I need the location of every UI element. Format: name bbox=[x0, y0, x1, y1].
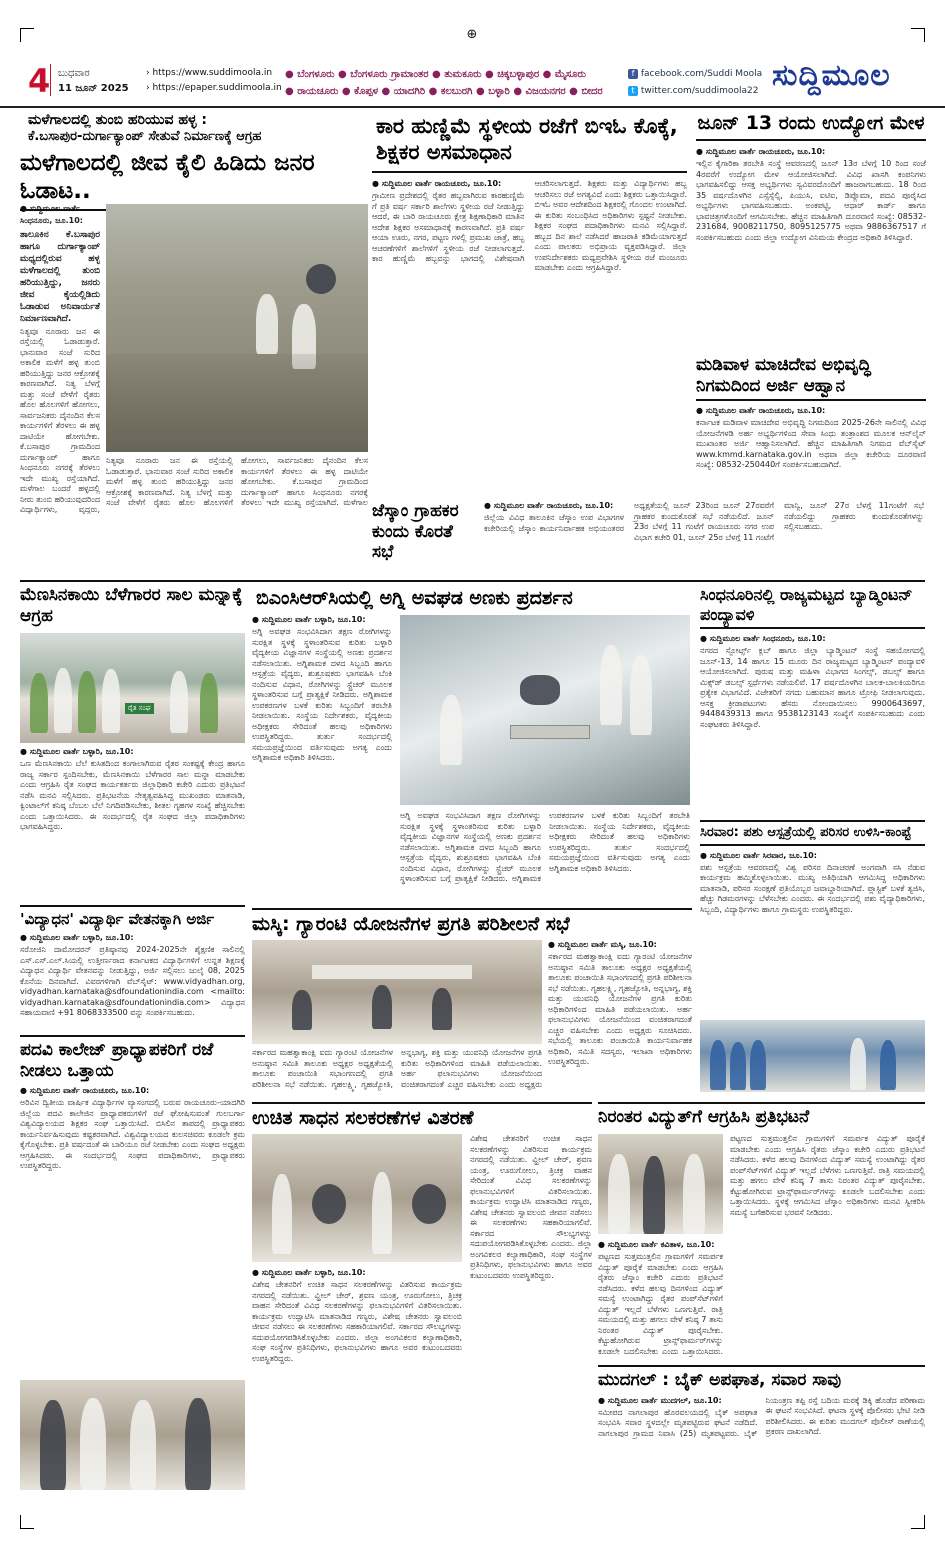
article-job-fair bbox=[696, 112, 926, 350]
article-text: ಪಟ್ಟಣದ ಸುತ್ತಮುತ್ತಲಿನ ಗ್ರಾಮಗಳಿಗೆ ಸಮರ್ಪಕ ವಿದ್ಯುತ್ ಪೂರೈಕೆ ಮಾಡಬೇಕು ಎಂದು ಆಗ್ರಹಿಸಿ ರೈತರು ಜೆಸ್ಕಾಂ ಕಚೇರಿ ಎದುರು ಪ್ರತಿಭಟನೆ ನಡೆಸಿದರು. ಕಳೆದ ಹಲವು ದಿನಗಳಿಂದ ವಿದ್ಯುತ್ ಸಮಸ್ಯೆ ಉಂಟಾಗಿದ್ದು ರೈತರ ಪಂಪ್‌ಸೆಟ್‌ಗಳಿಗೆ ವಿದ್ಯುತ್ ಇಲ್ಲದೆ ಬೆಳೆಗಳು ಒಣಗುತ್ತಿವೆ. ರಾತ್ರಿ ಸಮಯದಲ್ಲಿ ಮತ್ತು ಹಗಲು ವೇಳೆ ಕನಿಷ್ಠ 7 ತಾಸು ನಿರಂತರ ವಿದ್ಯುತ್ ಪೂರೈಸಬೇಕು. ಕೆಟ್ಟುಹೋಗಿರುವ ಟ್ರಾನ್ಸ್‌ಫಾರ್ಮರ್‌ಗಳನ್ನು ಕೂಡಲೇ ಬದಲಿಸಬೇಕು ಎಂದು ಒತ್ತಾಯಿಸಿದರು. bbox=[598, 1252, 723, 1356]
twitter-icon: t bbox=[628, 86, 638, 96]
byline: ● ಸುದ್ದಿಮೂಲ ವಾರ್ತೆ ಬಳ್ಳಾರಿ, ಜೂ.10: bbox=[252, 1268, 366, 1277]
article-text: ಇಲ್ಲಿನ ಕೈಗಾರಿಕಾ ತರಬೇತಿ ಸಂಸ್ಥೆ ಆವರಣದಲ್ಲಿ ಜೂನ್ 13ರ ಬೆಳಗ್ಗೆ 10 ರಿಂದ ಸಂಜೆ 4ರವರೆಗೆ ಉದ್ಯೋಗ ಮೇಳ ಆಯೋಜಿಸಲಾಗಿದೆ. ವಿವಿಧ ಖಾಸಗಿ ಕಂಪನಿಗಳು ಭಾಗವಹಿಸಲಿದ್ದು ಆಸಕ್ತ ಅಭ್ಯರ್ಥಿಗಳು ಸ್ವವಿವರದೊಂದಿಗೆ ಹಾಜರಾಗಬಹುದು. 18 ರಿಂದ 35 ವರ್ಷದೊಳಗಿನ ಎಸ್ಸೆಸ್ಸೆಲ್ಸಿ, ಪಿಯುಸಿ, ಐಟಿಐ, ಡಿಪ್ಲೊಮಾ, ಪದವಿ ಪೂರೈಸಿದ ಅಭ್ಯರ್ಥಿಗಳು ಭಾಗವಹಿಸಬಹುದು. ಅಂಕಪಟ್ಟಿ, ಆಧಾರ್ ಕಾರ್ಡ್ ಹಾಗೂ ಭಾವಚಿತ್ರಗಳೊಂದಿಗೆ ಆಗಮಿಸಬೇಕು. ಹೆಚ್ಚಿನ ಮಾಹಿತಿಗಾಗಿ ದೂರವಾಣಿ ಸಂಖ್ಯೆ: 08532-231684, 9008211750, 8095125775 ಅಥವಾ 9886367517 ಗೆ ಸಂಪರ್ಕಿಸಬಹುದು ಎಂದು ಜಿಲ್ಲಾ ಉದ್ಯೋಗ ವಿನಿಮಯ ಕೇಂದ್ರದ ಅಧಿಕಾರಿ ತಿಳಿಸಿದ್ದಾರೆ. bbox=[696, 159, 926, 242]
article-body bbox=[598, 1240, 723, 1358]
dateline: ಸಿಂಧನೂರು, ಜೂ.10: bbox=[20, 216, 83, 225]
article-holiday bbox=[372, 112, 687, 492]
article-equipment bbox=[252, 1102, 592, 1505]
date-text: 11 ಜೂನ್ 2025 bbox=[58, 83, 129, 94]
article-degree-college bbox=[20, 1035, 245, 1505]
byline: ● ಸುದ್ದಿಮೂಲ ವಾರ್ತೆ ಮುದಗಲ್, ಜೂ.10: bbox=[598, 1395, 722, 1405]
byline: ● ಸುದ್ದಿಮೂಲ ವಾರ್ತೆ ಕವಿತಾಳ, ಜೂ.10: bbox=[598, 1240, 715, 1249]
edition-cities bbox=[285, 66, 615, 100]
byline: ● ಸುದ್ದಿಮೂಲ ವಾರ್ತೆ ರಾಯಚೂರು, ಜೂ.10: bbox=[696, 147, 826, 157]
article-body bbox=[700, 851, 925, 1001]
article-maski bbox=[252, 908, 692, 1098]
article-text: ಜಿಲ್ಲೆಯ ವಿವಿಧ ತಾಲೂಕಿನ ಜೆಸ್ಕಾಂ ಉಪ ವಿಭಾಗಗಳ ಕಚೇರಿಯಲ್ಲಿ ಜೆಸ್ಕಾಂ ಕಾರ್ಯನಿರ್ವಾಹಕ ಅಭಿಯಂತರರ ಅಧ್ಯಕ್ಷತೆಯಲ್ಲಿ ಜೂನ್ 23ರಿಂದ ಜೂನ್ 27ರವರೆಗೆ ಗ್ರಾಹಕರ ಕುಂದುಕೊರತೆ ಸಭೆ ನಡೆಯಲಿದೆ. ಜೂನ್ 23ರ ಬೆಳಗ್ಗೆ 11 ಗಂಟೆಗೆ ರಾಯಚೂರು ನಗರ ಉಪ ವಿಭಾಗ ಕಚೇರಿ 01, ಜೂನ್ 25ರ ಬೆಳಗ್ಗೆ 11 ಗಂಟೆಗೆ ಮಾನ್ವಿ, ಜೂನ್ 27ರ ಬೆಳಗ್ಗೆ 11ಗಂಟೆಗೆ ಸಭೆ ನಡೆಯಲಿದ್ದು ಗ್ರಾಹಕರು ಕುಂದುಕೊರತೆಗಳನ್ನು ಸಲ್ಲಿಸಬಹುದು. bbox=[484, 501, 924, 542]
article-text: ಸಮೀಪದ ನಾಗಲಾಪುರ ಹೊರವಲಯದಲ್ಲಿ ಬೈಕ್ ಅಪಘಾತ ಸಂಭವಿಸಿ ಸವಾರ ಸ್ಥಳದಲ್ಲೇ ಮೃತಪಟ್ಟಿರುವ ಘಟನೆ ನಡೆದಿದೆ. ನಾಗಲಾಪುರ ಗ್ರಾಮದ ನಿವಾಸಿ (25) ಮೃತಪಟ್ಟವರು. ಬೈಕ್ ನಿಯಂತ್ರಣ ತಪ್ಪಿ ರಸ್ತೆ ಬದಿಯ ಮರಕ್ಕೆ ಡಿಕ್ಕಿ ಹೊಡೆದ ಪರಿಣಾಮ ಈ ಘಟನೆ ಸಂಭವಿಸಿದೆ. ಘಟನಾ ಸ್ಥಳಕ್ಕೆ ಪೊಲೀಸರು ಭೇಟಿ ನೀಡಿ ಪರಿಶೀಲಿಸಿದರು. ಈ ಕುರಿತು ಮುದಗಲ್ ಪೊಲೀಸ್ ಠಾಣೆಯಲ್ಲಿ ಪ್ರಕರಣ ದಾಖಲಾಗಿದೆ. bbox=[598, 1395, 925, 1438]
article-headline: ಬಿಎಂಸಿಆರ್‌ಸಿಯಲ್ಲಿ ಅಗ್ನಿ ಅವಘಡ ಅಣಕು ಪ್ರದರ್ಶನ bbox=[256, 587, 573, 609]
social-links bbox=[628, 66, 762, 100]
article-headline: ಮಸ್ಕಿ: ಗ್ಯಾರಂಟಿ ಯೋಜನೆಗಳ ಪ್ರಗತಿ ಪರಿಶೀಲನೆ ಸಭೆ bbox=[252, 908, 692, 936]
article-chilli bbox=[20, 585, 245, 900]
article-headline: ಪದವಿ ಕಾಲೇಜ್ ಪ್ರಾಧ್ಯಾಪಕರಿಗೆ ರಜೆ ನೀಡಲು ಒತ್ತಾಯ bbox=[20, 1035, 245, 1081]
website-links bbox=[146, 66, 282, 96]
article-text: ಗ್ರಾಮೀಣ ಪ್ರದೇಶದಲ್ಲಿ ರೈತರ ಹಬ್ಬವಾಗಿರುವ ಕಾರಹುಣ್ಣಿಮೆ ಗೆ ಪ್ರತಿ ವರ್ಷ ಸರ್ಕಾರಿ ಶಾಲೆಗಳು ಸ್ಥಳೀಯ ರಜೆ ನೀಡುತ್ತಿದ್ದು ಆದರೆ, ಈ ಬಾರಿ ರಾಯಚೂರು ಕ್ಷೇತ್ರ ಶಿಕ್ಷಣಾಧಿಕಾರಿ ಮಾತಿನ ಆದೇಶ ಶಿಕ್ಷಕರ ಅಸಮಾಧಾನಕ್ಕೆ ಕಾರಣವಾಗಿದೆ. ಪ್ರತಿ ವರ್ಷ ಆಯಾ ಊರು, ನಗರ, ಪಟ್ಟಣ ಗಳಲ್ಲಿ ಪ್ರಮುಖ ಜಾತ್ರೆ, ಹಬ್ಬ ಆಚರಣೆಗಳಿಗೆ ಶಾಲೆಗಳಿಗೆ ಸ್ಥಳೀಯ ರಜೆ ನೀಡಲಾಗುತ್ತದೆ. ಕಾರ ಹುಣ್ಣಿಮೆ ಹಬ್ಬವನ್ನು ಭಾಗದಲ್ಲಿ ವಿಶೇಷವಾಗಿ ಆಚರಿಸಲಾಗುತ್ತದೆ. ಶಿಕ್ಷಕರು ಮತ್ತು ವಿದ್ಯಾರ್ಥಿಗಳು ಹಬ್ಬ ಆಚರಿಸಲು ರಜೆ ಅಗತ್ಯವಿದೆ ಎಂದು ಶಿಕ್ಷಕರು ಒತ್ತಾಯಿಸಿದ್ದಾರೆ. ಬಿಇಓ ಅವರ ಆದೇಶದಿಂದ ಶಿಕ್ಷಕರಲ್ಲಿ ಗೊಂದಲ ಉಂಟಾಗಿದೆ. ಈ ಕುರಿತು ಸಂಬಂಧಿಸಿದ ಅಧಿಕಾರಿಗಳು ಸ್ಪಷ್ಟನೆ ನೀಡಬೇಕು. ಶಿಕ್ಷಕರ ಸಂಘದ ಪದಾಧಿಕಾರಿಗಳು ಮನವಿ ಸಲ್ಲಿಸಿದ್ದಾರೆ. ಹಬ್ಬದ ದಿನ ಶಾಲೆ ನಡೆಸಿದರೆ ಹಾಜರಾತಿ ಕಡಿಮೆಯಾಗುತ್ತದೆ ಎಂದು ಪಾಲಕರು ಅಭಿಪ್ರಾಯ ವ್ಯಕ್ತಪಡಿಸಿದ್ದಾರೆ. ಜಿಲ್ಲಾ ಉಪನಿರ್ದೇಶಕರು ಮಧ್ಯಪ್ರವೇಶಿಸಿ ಸ್ಥಳೀಯ ರಜೆ ಮಂಜೂರು ಮಾಡಬೇಕು ಎಂದು ಆಗ್ರಹಿಸಿದ್ದಾರೆ. bbox=[372, 179, 687, 273]
byline: ● ಸುದ್ದಿಮೂಲ ವಾರ್ತೆ ರಾಯಚೂರು, ಜೂ.10: bbox=[484, 501, 614, 510]
article-body bbox=[20, 204, 100, 514]
article-text: ಸರೋಜಿನಿ ದಾಮೋದರನ್ ಪ್ರತಿಷ್ಠಾನವು 2024-2025ನೇ ಶೈಕ್ಷಣಿಕ ಸಾಲಿನಲ್ಲಿ ಎಸ್.ಎಸ್.ಎಲ್.ಸಿಯಲ್ಲಿ ಉತ್ತೀರ್ಣರಾದ ಕರ್ನಾಟಕದ ವಿದ್ಯಾರ್ಥಿಗಳಿಗೆ ಉನ್ನತ ಶಿಕ್ಷಣಕ್ಕೆ ವಿದ್ಯಾಧನ ವಿದ್ಯಾರ್ಥಿ ವೇತನವನ್ನು ನೀಡುತ್ತಿದ್ದು, ಅರ್ಜಿ ಸಲ್ಲಿಸಲು ಜುಲೈ 08, 2025 ಕೊನೆಯ ದಿನವಾಗಿದೆ. ವಿವರಗಳಿಗಾಗಿ ವೆಬ್‌ಸೈಟ್: www.vidyadhan.org, vidyadhan.karnataka@sdfoundationindia.com <mailto: vidyadhan.karnataka@sdfoundationindia.com> ವಿದ್ಯಾಧನ ಸಹಾಯವಾಣಿ +91 8068333500 ವನ್ನು ಸಂಪರ್ಕಿಸಬಹುದು. bbox=[20, 945, 245, 1018]
article-headline: ಸಿರವಾರ: ಪಶು ಆಸ್ಪತ್ರೆಯಲ್ಲಿ ಪರಿಸರ ಉಳಿಸಿ-ಕಾಂಪ್ಟೆ bbox=[700, 820, 925, 846]
article-body bbox=[20, 747, 245, 897]
issue-date bbox=[58, 66, 129, 96]
article-headline: ನಿರಂತರ ವಿದ್ಯುತ್‌ಗೆ ಆಗ್ರಹಿಸಿ ಪ್ರತಿಭಟನೆ bbox=[598, 1102, 925, 1128]
distribution-photo bbox=[252, 1134, 462, 1262]
meeting-photo bbox=[252, 940, 542, 1044]
article-text: ನಿತ್ಯವೂ ನೂರಾರು ಜನ ಈ ರಸ್ತೆಯಲ್ಲಿ ಓಡಾಡುತ್ತಾರೆ. ಭಾನುವಾರ ಸಂಜೆ ಸುರಿದ ಅಕಾಲಿಕ ಮಳೆಗೆ ಹಳ್ಳ ತುಂಬಿ ಹರಿಯುತ್ತಿದ್ದು ಜನರ ಆಕ್ರೋಶಕ್ಕೆ ಕಾರಣವಾಗಿದೆ. ನಿತ್ಯ ಬೆಳಗ್ಗೆ ಮತ್ತು ಸಂಜೆ ವೇಳೆಗೆ ರೈತರು ಹೊಲ ಹೊಲಗಳಿಗೆ ಹೋಗಲು, ಸಾರ್ವಜನಿಕರು ದೈನಂದಿನ ಕೆಲಸ ಕಾರ್ಯಗಳಿಗೆ ತೆರಳಲು ಈ ಹಳ್ಳ ದಾಟಿಯೇ ಹೋಗಬೇಕು. ಕೆ.ಬಸಾಪುರ ಗ್ರಾಮದಿಂದ ದುರ್ಗಾಕ್ಯಾಂಪ್ ಹಾಗೂ ಸಿಂಧನೂರು ನಗರಕ್ಕೆ ತೆರಳಲು ಇದೇ ಮುಖ್ಯ ರಸ್ತೆಯಾಗಿದೆ. ಮಳೆಗಾಲ ಬಂದರೆ ಹಳ್ಳದಲ್ಲಿ ನೀರು ತುಂಬಿ ಹರಿಯುವುದರಿಂದ ವಿದ್ಯಾರ್ಥಿಗಳು, ವೃದ್ಧರು, bbox=[20, 326, 100, 514]
article-headline: ಉಚಿತ ಸಾಧನ ಸಲಕರಣೆಗಳ ವಿತರಣೆ bbox=[252, 1102, 592, 1130]
fire-drill-photo bbox=[400, 615, 690, 805]
article-kicker: ಮಳೆಗಾಲದಲ್ಲಿ ತುಂಬಿ ಹರಿಯುವ ಹಳ್ಳ : bbox=[28, 112, 207, 128]
weekday: ಬುಧವಾರ bbox=[58, 68, 90, 79]
article-text: ಸರ್ಕಾರದ ಮಹತ್ವಾಕಾಂಕ್ಷಿ ಐದು ಗ್ಯಾರಂಟಿ ಯೋಜನೆಗಳ ಅನುಷ್ಠಾನ ಸಮಿತಿ ತಾಲೂಕು ಅಧ್ಯಕ್ಷರ ಅಧ್ಯಕ್ಷತೆಯಲ್ಲಿ ತಾಲೂಕು ಪಂಚಾಯಿತಿ ಸಭಾಂಗಣದಲ್ಲಿ ಪ್ರಗತಿ ಪರಿಶೀಲನಾ ಸಭೆ ನಡೆಯಿತು. ಗೃಹಲಕ್ಷ್ಮಿ, ಗೃಹಜ್ಯೋತಿ, ಅನ್ನಭಾಗ್ಯ, ಶಕ್ತಿ ಮತ್ತು ಯುವನಿಧಿ ಯೋಜನೆಗಳ ಪ್ರಗತಿ ಕುರಿತು ಅಧಿಕಾರಿಗಳಿಂದ ಮಾಹಿತಿ ಪಡೆಯಲಾಯಿತು. ಅರ್ಹ ಫಲಾನುಭವಿಗಳು ಯೋಜನೆಯಿಂದ ವಂಚಿತರಾಗದಂತೆ ಎಚ್ಚರ ವಹಿಸಬೇಕು ಎಂದು ಅಧ್ಯಕ್ಷರು ಸೂಚಿಸಿದರು. ಸಭೆಯಲ್ಲಿ ತಾಲೂಕು ಪಂಚಾಯಿತಿ ಕಾರ್ಯನಿರ್ವಾಹಕ ಅಧಿಕಾರಿ, ಸಮಿತಿ ಸದಸ್ಯರು, ಇಲಾಖಾ ಅಧಿಕಾರಿಗಳು ಉಪಸ್ಥಿತರಿದ್ದರು. bbox=[548, 952, 692, 1066]
article-siravara bbox=[700, 820, 925, 1095]
cities-line: ● ರಾಯಚೂರು ● ಕೊಪ್ಪಳ ● ಯಾದಗಿರಿ ● ಕಲಬುರಗಿ ● ಬಳ್ಳಾರಿ ● ವಿಜಯನಗರ ● ಬೀದರ bbox=[285, 86, 603, 97]
flood-photo bbox=[106, 204, 368, 452]
article-body-cont: ನಿತ್ಯವೂ ನೂರಾರು ಜನ ಈ ರಸ್ತೆಯಲ್ಲಿ ಓಡಾಡುತ್ತಾರೆ. ಭಾನುವಾರ ಸಂಜೆ ಸುರಿದ ಅಕಾಲಿಕ ಮಳೆಗೆ ಹಳ್ಳ ತುಂಬಿ ಹರಿಯುತ್ತಿದ್ದು ಜನರ ಆಕ್ರೋಶಕ್ಕೆ ಕಾರಣವಾಗಿದೆ. ನಿತ್ಯ ಬೆಳಗ್ಗೆ ಮತ್ತು ಸಂಜೆ ವೇಳೆಗೆ ರೈತರು ಹೊಲ ಹೊಲಗಳಿಗೆ ಹೋಗಲು, ಸಾರ್ವಜನಿಕರು ದೈನಂದಿನ ಕೆಲಸ ಕಾರ್ಯಗಳಿಗೆ ತೆರಳಲು ಈ ಹಳ್ಳ ದಾಟಿಯೇ ಹೋಗಬೇಕು. ಕೆ.ಬಸಾಪುರ ಗ್ರಾಮದಿಂದ ದುರ್ಗಾಕ್ಯಾಂಪ್ ಹಾಗೂ ಸಿಂಧನೂರು ನಗರಕ್ಕೆ ತೆರಳಲು ಇದೇ ಮುಖ್ಯ ರಸ್ತೆಯಾಗಿದೆ. ಮಳೆಗಾಲ bbox=[106, 456, 368, 507]
protest-photo bbox=[20, 633, 245, 743]
page-number-divider bbox=[50, 64, 51, 96]
crop-mark bbox=[911, 1515, 925, 1529]
article-body bbox=[548, 940, 692, 1095]
memorandum-photo bbox=[20, 1380, 245, 1490]
article-text: ಕರ್ನಾಟಕ ಮಡಿವಾಳ ಮಾಚಿದೇವ ಅಭಿವೃದ್ಧಿ ನಿಗಮದಿಂದ 2025-26ನೇ ಸಾಲಿನಲ್ಲಿ ವಿವಿಧ ಯೋಜನೆಗಳಡಿ ಅರ್ಹ ಅಭ್ಯರ್ಥಿಗಳಿಂದ ಸೇವಾ ಸಿಂಧು ತಂತ್ರಾಂಶದ ಮೂಲಕ ಆನ್‌ಲೈನ್ ಮುಖಾಂತರ ಅರ್ಜಿ ಆಹ್ವಾನಿಸಲಾಗಿದೆ. ಹೆಚ್ಚಿನ ಮಾಹಿತಿಗಾಗಿ ನಿಗಮದ ವೆಬ್‌ಸೈಟ್ www.kmmd.karnataka.gov.in ಅಥವಾ ಜಿಲ್ಲಾ ಕಚೇರಿಯ ದೂರವಾಣಿ ಸಂಖ್ಯೆ: 08532-250440ಗೆ ಸಂಪರ್ಕಿಸಬಹುದಾಗಿದೆ. bbox=[696, 418, 926, 470]
byline: ● ಸುದ್ದಿಮೂಲ ವಾರ್ತೆ ರಾಯಚೂರು, ಜೂ.10: bbox=[372, 179, 502, 189]
article-badminton bbox=[700, 585, 925, 815]
article-body-cont: ಪಟ್ಟಣದ ಸುತ್ತಮುತ್ತಲಿನ ಗ್ರಾಮಗಳಿಗೆ ಸಮರ್ಪಕ ವಿದ್ಯುತ್ ಪೂರೈಕೆ ಮಾಡಬೇಕು ಎಂದು ಆಗ್ರಹಿಸಿ ರೈತರು ಜೆಸ್ಕಾಂ ಕಚೇರಿ ಎದುರು ಪ್ರತಿಭಟನೆ ನಡೆಸಿದರು. ಕಳೆದ ಹಲವು ದಿನಗಳಿಂದ ವಿದ್ಯುತ್ ಸಮಸ್ಯೆ ಉಂಟಾಗಿದ್ದು ರೈತರ ಪಂಪ್‌ಸೆಟ್‌ಗಳಿಗೆ ವಿದ್ಯುತ್ ಇಲ್ಲದೆ ಬೆಳೆಗಳು ಒಣಗುತ್ತಿವೆ. ರಾತ್ರಿ ಸಮಯದಲ್ಲಿ ಮತ್ತು ಹಗಲು ವೇಳೆ ಕನಿಷ್ಠ 7 ತಾಸು ನಿರಂತರ ವಿದ್ಯುತ್ ಪೂರೈಸಬೇಕು. ಕೆಟ್ಟುಹೋಗಿರುವ ಟ್ರಾನ್ಸ್‌ಫಾರ್ಮರ್‌ಗಳನ್ನು ಕೂಡಲೇ ಬದಲಿಸಬೇಕು ಎಂದು ಒತ್ತಾಯಿಸಿದರು. ಸ್ಥಳಕ್ಕೆ ಆಗಮಿಸಿದ ಜೆಸ್ಕಾಂ ಅಧಿಕಾರಿಗಳು ಮನವಿ ಸ್ವೀಕರಿಸಿ ಸಮಸ್ಯೆ ಬಗೆಹರಿಸುವ ಭರವಸೆ ನೀಡಿದರು. bbox=[730, 1134, 925, 1217]
article-body bbox=[598, 1396, 925, 1496]
byline: ● ಸುದ್ದಿಮೂಲ ವಾರ್ತೆ ರಾಯಚೂರು, ಜೂ.10: bbox=[20, 1086, 150, 1096]
newspaper-logo: ಸುದ್ದಿಮೂಲ bbox=[772, 58, 891, 93]
page-number: 4 bbox=[28, 62, 51, 100]
article-jescom bbox=[372, 497, 926, 577]
article-headline: ಮಡಿವಾಳ ಮಾಚಿದೇವ ಅಭಿವೃದ್ಧಿ ನಿಗಮದಿಂದ ಅರ್ಜಿ ಆಹ್ವಾನ bbox=[696, 355, 871, 396]
article-headline: ಮೆಣಸಿನಕಾಯಿ ಬೆಳೆಗಾರರ ಸಾಲ ಮನ್ನಾಕ್ಕೆ ಆಗ್ರಹ bbox=[20, 585, 243, 626]
article-text: ಒಣ ಮೆಣಸಿನಕಾಯಿ ಬೆಲೆ ಕುಸಿತದಿಂದ ಕಂಗಾಲಾಗಿರುವ ರೈತರ ಸಂಕಷ್ಟಕ್ಕೆ ಕೇಂದ್ರ ಹಾಗೂ ರಾಜ್ಯ ಸರ್ಕಾರ ಸ್ಪಂದಿಸಬೇಕು, ಮೆಣಸಿನಕಾಯಿ ಬೆಳೆಗಾರರ ಸಾಲ ಮನ್ನಾ ಮಾಡಬೇಕು ಎಂದು ಆಗ್ರಹಿಸಿ ರೈತ ಸಂಘದ ಕಾರ್ಯಕರ್ತರು ಜಿಲ್ಲಾಧಿಕಾರಿ ಕಚೇರಿ ಎದುರು ಪ್ರತಿಭಟನೆ ನಡೆಸಿ ಮನವಿ ಸಲ್ಲಿಸಿದರು. ಪ್ರತಿಭಟನೆಯ ನೇತೃತ್ವವಹಿಸಿದ್ದ ಮುಖಂಡರು ಮಾತನಾಡಿ, ಕ್ವಿಂಟಾಲ್‌ಗೆ ಕನಿಷ್ಠ ಬೆಂಬಲ ಬೆಲೆ ನಿಗದಿಪಡಿಸಬೇಕು, ಶೀತಲ ಗೃಹಗಳ ಸಂಖ್ಯೆ ಹೆಚ್ಚಿಸಬೇಕು ಎಂದು ಒತ್ತಾಯಿಸಿದರು. ಈ ಸಂದರ್ಭದಲ್ಲಿ ರೈತ ಸಂಘದ ಜಿಲ್ಲಾ ಪದಾಧಿಕಾರಿಗಳು ಭಾಗವಹಿಸಿದ್ದರು. bbox=[20, 759, 245, 831]
article-body bbox=[484, 501, 924, 573]
article-kicker: ಕೆ.ಬಸಾಪುರ-ದುರ್ಗಾಕ್ಯಾಂಪ್ ಸೇತುವೆ ನಿರ್ಮಾಣಕ್ಕೆ ಆಗ್ರಹ bbox=[28, 129, 262, 145]
article-headline: ಸಿಂಧನೂರಿನಲ್ಲಿ ರಾಜ್ಯಮಟ್ಟದ ಬ್ಯಾಡ್ಮಿಂಟನ್ ಪಂದ್ಯಾವಳಿ bbox=[700, 585, 913, 624]
plantation-photo bbox=[700, 1020, 925, 1092]
byline: ● ಸುದ್ದಿಮೂಲ ವಾರ್ತೆ ಸಿಂಧನೂರು, ಜೂ.10: bbox=[700, 634, 826, 644]
power-protest-photo bbox=[598, 1134, 723, 1234]
article-power-protest bbox=[598, 1102, 925, 1360]
article-vidyadhan bbox=[20, 905, 245, 1030]
article-body-cont: ಅಗ್ನಿ ಅವಘಡ ಸಂಭವಿಸಿದಾಗ ತಕ್ಷಣ ರೋಗಿಗಳನ್ನು ಸುರಕ್ಷಿತ ಸ್ಥಳಕ್ಕೆ ಸ್ಥಳಾಂತರಿಸುವ ಕುರಿತು ಬಳ್ಳಾರಿ ವೈದ್ಯಕೀಯ ವಿಜ್ಞಾನಗಳ ಸಂಸ್ಥೆಯಲ್ಲಿ ಅಣಕು ಪ್ರದರ್ಶನ ನಡೆಸಲಾಯಿತು. ಅಗ್ನಿಶಾಮಕ ದಳದ ಸಿಬ್ಬಂದಿ ಹಾಗೂ ಆಸ್ಪತ್ರೆಯ ವೈದ್ಯರು, ಶುಶ್ರೂಷಕರು ಭಾಗವಹಿಸಿ ಬೆಂಕಿ ನಂದಿಸುವ ವಿಧಾನ, ರೋಗಿಗಳನ್ನು ಸ್ಟ್ರೆಚರ್ ಮೂಲಕ ಸ್ಥಳಾಂತರಿಸುವ ಬಗ್ಗೆ ಪ್ರಾತ್ಯಕ್ಷಿಕೆ ನೀಡಿದರು. ಅಗ್ನಿಶಾಮಕ ಉಪಕರಣಗಳ ಬಳಕೆ ಕುರಿತು ಸಿಬ್ಬಂದಿಗೆ ತರಬೇತಿ ನೀಡಲಾಯಿತು. ಸಂಸ್ಥೆಯ ನಿರ್ದೇಶಕರು, ವೈದ್ಯಕೀಯ ಅಧೀಕ್ಷಕರು ಸೇರಿದಂತೆ ಹಲವು ಅಧಿಕಾರಿಗಳು ಉಪಸ್ಥಿತರಿದ್ದರು. ತುರ್ತು ಸಂದರ್ಭದಲ್ಲಿ ಸಮಯಪ್ರಜ್ಞೆಯಿಂದ ವರ್ತಿಸುವುದು ಅಗತ್ಯ ಎಂದು ಅಗ್ನಿಶಾಮಕ ಅಧಿಕಾರಿ ತಿಳಿಸಿದರು. bbox=[400, 811, 690, 883]
article-text: ಪಶು ಆಸ್ಪತ್ರೆಯ ಆವರಣದಲ್ಲಿ ವಿಶ್ವ ಪರಿಸರ ದಿನಾಚರಣೆ ಅಂಗವಾಗಿ ಸಸಿ ನೆಡುವ ಕಾರ್ಯಕ್ರಮ ಹಮ್ಮಿಕೊಳ್ಳಲಾಯಿತು. ಮುಖ್ಯ ಅತಿಥಿಯಾಗಿ ಆಗಮಿಸಿದ್ದ ಅಧಿಕಾರಿಗಳು ಮಾತನಾಡಿ, ಪರಿಸರ ಸಂರಕ್ಷಣೆ ಪ್ರತಿಯೊಬ್ಬರ ಜವಾಬ್ದಾರಿಯಾಗಿದೆ. ಪ್ಲಾಸ್ಟಿಕ್ ಬಳಕೆ ತ್ಯಜಿಸಿ, ಹೆಚ್ಚು ಗಿಡಮರಗಳನ್ನು ಬೆಳೆಸಬೇಕು ಎಂದರು. ಈ ಸಂದರ್ಭದಲ್ಲಿ ಪಶು ವೈದ್ಯಾಧಿಕಾರಿಗಳು, ಸಿಬ್ಬಂದಿ, ವಿದ್ಯಾರ್ಥಿಗಳು ಹಾಗೂ ಗ್ರಾಮಸ್ಥರು ಉಪಸ್ಥಿತರಿದ್ದರು. bbox=[700, 862, 925, 914]
byline: ● ಸುದ್ದಿಮೂಲ ವಾರ್ತೆ ಬಳ್ಳಾರಿ, ಜೂ.10: bbox=[20, 747, 134, 756]
article-text: ನಗರದ ಸ್ಪೋರ್ಟ್ಸ್ ಕ್ಲಬ್ ಹಾಗೂ ಜಿಲ್ಲಾ ಬ್ಯಾಡ್ಮಿಂಟನ್ ಸಂಸ್ಥೆ ಸಹಯೋಗದಲ್ಲಿ ಜೂನ್-13, 14 ಹಾಗೂ 15 ಮೂರು ದಿನ ರಾಜ್ಯಮಟ್ಟದ ಬ್ಯಾಡ್ಮಿಂಟನ್ ಪಂದ್ಯಾವಳಿ ಆಯೋಜಿಸಲಾಗಿದೆ. ಪುರುಷ ಮತ್ತು ಮಹಿಳಾ ವಿಭಾಗದ ಸಿಂಗಲ್ಸ್, ಡಬಲ್ಸ್ ಹಾಗೂ ಮಿಕ್ಸ್‌ಡ್ ಡಬಲ್ಸ್ ಸ್ಪರ್ಧೆಗಳು ನಡೆಯಲಿವೆ. 17 ವರ್ಷದೊಳಗಿನ ಬಾಲಕ-ಬಾಲಕಿಯರಿಗೂ ಪ್ರತ್ಯೇಕ ವಿಭಾಗವಿದೆ. ವಿಜೇತರಿಗೆ ನಗದು ಬಹುಮಾನ ಹಾಗೂ ಟ್ರೋಫಿ ನೀಡಲಾಗುವುದು. ಆಸಕ್ತ ಕ್ರೀಡಾಪಟುಗಳು ಹೆಸರು ನೋಂದಾಯಿಸಲು 9900643697, 9448439313 ಹಾಗೂ 9538123143 ಸಂಖ್ಯೆಗೆ ಸಂಪರ್ಕಿಸಬಹುದು ಎಂದು ಸಂಘಟಕರು ತಿಳಿಸಿದ್ದಾರೆ. bbox=[700, 646, 925, 729]
crop-mark: ⊕ bbox=[466, 27, 478, 42]
facebook-link[interactable]: facebook.com/Suddi Moola bbox=[640, 69, 763, 79]
article-body bbox=[252, 615, 392, 900]
article-body bbox=[700, 634, 925, 809]
article-headline: ಮುದಗಲ್ : ಬೈಕ್ ಅಪಘಾತ, ಸವಾರ ಸಾವು bbox=[598, 1365, 925, 1391]
article-headline: ಜೂನ್ 13 ರಂದು ಉದ್ಯೋಗ ಮೇಳ bbox=[697, 112, 925, 134]
article-body bbox=[20, 1086, 245, 1366]
article-body bbox=[696, 406, 926, 491]
article-madivala bbox=[696, 355, 926, 495]
article-lead: ತಾಲೂಕಿನ ಕೆ.ಬಸಾಪುರ ಹಾಗೂ ದುರ್ಗಾಕ್ಯಾಂಪ್ ಮಧ್ಯದಲ್ಲಿರುವ ಹಳ್ಳ ಮಳೆಗಾಲದಲ್ಲಿ ತುಂಬಿ ಹರಿಯುತ್ತಿದ್ದು, ಜನರು ಜೀವ ಕೈಯಲ್ಲಿಡಿದು ಓಡಾಡುವ ಅನಿವಾರ್ಯತೆ ನಿರ್ಮಾಣವಾಗಿದೆ. bbox=[20, 229, 100, 324]
article-headline: ಮಳೆಗಾಲದಲ್ಲಿ ಜೀವ ಕೈಲಿ ಹಿಡಿದು ಜನರ ಓಡಾಟ.. bbox=[20, 149, 315, 204]
article-stream-crossing bbox=[20, 112, 368, 517]
protest-banner: ರೈತ ಸಂಘ bbox=[125, 703, 154, 714]
article-text: ವಿಶೇಷ ಚೇತನರಿಗೆ ಉಚಿತ ಸಾಧನ ಸಲಕರಣೆಗಳನ್ನು ವಿತರಿಸುವ ಕಾರ್ಯಕ್ರಮ ನಗರದಲ್ಲಿ ನಡೆಯಿತು. ವ್ಹೀಲ್ ಚೇರ್, ಶ್ರವಣ ಯಂತ್ರ, ಊರುಗೋಲು, ತ್ರಿಚಕ್ರ ವಾಹನ ಸೇರಿದಂತೆ ವಿವಿಧ ಸಲಕರಣೆಗಳನ್ನು ಫಲಾನುಭವಿಗಳಿಗೆ ವಿತರಿಸಲಾಯಿತು. ಕಾರ್ಯಕ್ರಮ ಉದ್ಘಾಟಿಸಿ ಮಾತನಾಡಿದ ಗಣ್ಯರು, ವಿಶೇಷ ಚೇತನರು ಸ್ವಾವಲಂಬಿ ಜೀವನ ನಡೆಸಲು ಈ ಸಲಕರಣೆಗಳು ಸಹಕಾರಿಯಾಗಲಿವೆ. ಸರ್ಕಾರದ ಸೌಲಭ್ಯಗಳನ್ನು ಸದುಪಯೋಗಪಡಿಸಿಕೊಳ್ಳಬೇಕು ಎಂದರು. ಜಿಲ್ಲಾ ಅಂಗವಿಕಲರ ಕಲ್ಯಾಣಾಧಿಕಾರಿ, ಸಂಘ ಸಂಸ್ಥೆಗಳ ಪ್ರತಿನಿಧಿಗಳು, ಫಲಾನುಭವಿಗಳು ಹಾಗೂ ಅವರ ಕುಟುಂಬದವರು ಉಪಸ್ಥಿತರಿದ್ದರು. bbox=[252, 1280, 462, 1363]
article-headline: ಕಾರ ಹುಣ್ಣಿಮೆ ಸ್ಥಳೀಯ ರಜೆಗೆ ಬಿಇಓ ಕೊಕ್ಕೆ, ಶಿಕ್ಷಕರ ಅಸಮಾಧಾನ bbox=[376, 114, 678, 164]
byline: ● ಸುದ್ದಿಮೂಲ ವಾರ್ತೆ ಮಸ್ಕಿ, ಜೂ.10: bbox=[548, 940, 657, 949]
cities-line: ● ಬೆಂಗಳೂರು ● ಬೆಂಗಳೂರು ಗ್ರಾಮಾಂತರ ● ತುಮಕೂರು ● ಚಿಕ್ಕಬಳ್ಳಾಪುರ ● ಮೈಸೂರು bbox=[285, 69, 586, 80]
article-text: ಅರಿವಿನ ದ್ವಿತೀಯ ವಾರ್ಷಿಕ ವಿದ್ಯಾರ್ಥಿಗಳ ವ್ಯಾಸಂಗದಲ್ಲಿ ಬರುವ ರಾಯಚೂರು-ಯಾದಗಿರಿ ಜಿಲ್ಲೆಯ ಪದವಿ ಕಾಲೇಜಿನ ಪ್ರಾಧ್ಯಾಪಕರುಗಳಿಗೆ ರಜೆ ಘೋಷಿಸುವಂತೆ ಗುಲಬರ್ಗಾ ವಿಶ್ವವಿದ್ಯಾಲಯದ ಶಿಕ್ಷಕರ ಸಂಘ ಒತ್ತಾಯಿಸಿದೆ. ಬಿಸಿಲಿನ ತಾಪದಲ್ಲಿ ಪ್ರಾಧ್ಯಾಪಕರು ಕಾರ್ಯನಿರ್ವಹಿಸುವುದು ಕಷ್ಟಕರವಾಗಿದೆ. ವಿಶ್ವವಿದ್ಯಾಲಯದ ಕುಲಸಚಿವರು ಕೂಡಲೇ ಕ್ರಮ ಕೈಗೊಳ್ಳಬೇಕು. ಪ್ರತಿ ವರ್ಷದಂತೆ ಈ ಬಾರಿಯೂ ರಜೆ ನೀಡಬೇಕು ಎಂದು ಸಂಘದ ಅಧ್ಯಕ್ಷರು ಆಗ್ರಹಿಸಿದರು. ಈ ಸಂದರ್ಭದಲ್ಲಿ ಸಂಘದ ಪದಾಧಿಕಾರಿಗಳು, ಪ್ರಾಧ್ಯಾಪಕರು ಉಪಸ್ಥಿತರಿದ್ದರು. bbox=[20, 1098, 245, 1171]
article-body bbox=[696, 147, 926, 337]
twitter-link[interactable]: twitter.com/suddimoola22 bbox=[640, 86, 759, 96]
byline: ● ಸುದ್ದಿಮೂಲ ವಾರ್ತೆ ರಾಯಚೂರು, ಜೂ.10: bbox=[696, 406, 826, 416]
article-body bbox=[252, 1268, 462, 1500]
article-body-cont: ವಿಶೇಷ ಚೇತನರಿಗೆ ಉಚಿತ ಸಾಧನ ಸಲಕರಣೆಗಳನ್ನು ವಿತರಿಸುವ ಕಾರ್ಯಕ್ರಮ ನಗರದಲ್ಲಿ ನಡೆಯಿತು. ವ್ಹೀಲ್ ಚೇರ್, ಶ್ರವಣ ಯಂತ್ರ, ಊರುಗೋಲು, ತ್ರಿಚಕ್ರ ವಾಹನ ಸೇರಿದಂತೆ ವಿವಿಧ ಸಲಕರಣೆಗಳನ್ನು ಫಲಾನುಭವಿಗಳಿಗೆ ವಿತರಿಸಲಾಯಿತು. ಕಾರ್ಯಕ್ರಮ ಉದ್ಘಾಟಿಸಿ ಮಾತನಾಡಿದ ಗಣ್ಯರು, ವಿಶೇಷ ಚೇತನರು ಸ್ವಾವಲಂಬಿ ಜೀವನ ನಡೆಸಲು ಈ ಸಲಕರಣೆಗಳು ಸಹಕಾರಿಯಾಗಲಿವೆ. ಸರ್ಕಾರದ ಸೌಲಭ್ಯಗಳನ್ನು ಸದುಪಯೋಗಪಡಿಸಿಕೊಳ್ಳಬೇಕು ಎಂದರು. ಜಿಲ್ಲಾ ಅಂಗವಿಕಲರ ಕಲ್ಯಾಣಾಧಿಕಾರಿ, ಸಂಘ ಸಂಸ್ಥೆಗಳ ಪ್ರತಿನಿಧಿಗಳು, ಫಲಾನುಭವಿಗಳು ಹಾಗೂ ಅವರ ಕುಟುಂಬದವರು ಉಪಸ್ಥಿತರಿದ್ದರು. bbox=[470, 1134, 592, 1280]
article-body bbox=[20, 933, 245, 1028]
facebook-icon: f bbox=[628, 69, 638, 79]
article-headline: 'ವಿದ್ಯಾಧನ' ವಿದ್ಯಾರ್ಥಿ ವೇತನಕ್ಕಾಗಿ ಅರ್ಜಿ bbox=[20, 905, 245, 928]
article-body bbox=[372, 179, 687, 479]
article-headline: ಜೆಸ್ಕಾಂ ಗ್ರಾಹಕರ ಕುಂದು ಕೊರತೆ ಸಭೆ bbox=[372, 501, 459, 563]
byline: ● ಸುದ್ದಿಮೂಲ ವಾರ್ತೆ bbox=[20, 204, 80, 213]
website-link[interactable]: https://www.suddimoola.in bbox=[152, 68, 273, 78]
masthead bbox=[0, 0, 945, 108]
article-bike-accident bbox=[598, 1365, 925, 1505]
chevron-icon: › bbox=[146, 83, 153, 93]
byline: ● ಸುದ್ದಿಮೂಲ ವಾರ್ತೆ ಬಳ್ಳಾರಿ, ಜೂ.10: bbox=[20, 933, 134, 943]
byline: ● ಸುದ್ದಿಮೂಲ ವಾರ್ತೆ ಬಳ್ಳಾರಿ, ಜೂ.10: bbox=[252, 615, 366, 624]
article-fire-drill bbox=[252, 585, 692, 905]
article-text: ಅಗ್ನಿ ಅವಘಡ ಸಂಭವಿಸಿದಾಗ ತಕ್ಷಣ ರೋಗಿಗಳನ್ನು ಸುರಕ್ಷಿತ ಸ್ಥಳಕ್ಕೆ ಸ್ಥಳಾಂತರಿಸುವ ಕುರಿತು ಬಳ್ಳಾರಿ ವೈದ್ಯಕೀಯ ವಿಜ್ಞಾನಗಳ ಸಂಸ್ಥೆಯಲ್ಲಿ ಅಣಕು ಪ್ರದರ್ಶನ ನಡೆಸಲಾಯಿತು. ಅಗ್ನಿಶಾಮಕ ದಳದ ಸಿಬ್ಬಂದಿ ಹಾಗೂ ಆಸ್ಪತ್ರೆಯ ವೈದ್ಯರು, ಶುಶ್ರೂಷಕರು ಭಾಗವಹಿಸಿ ಬೆಂಕಿ ನಂದಿಸುವ ವಿಧಾನ, ರೋಗಿಗಳನ್ನು ಸ್ಟ್ರೆಚರ್ ಮೂಲಕ ಸ್ಥಳಾಂತರಿಸುವ ಬಗ್ಗೆ ಪ್ರಾತ್ಯಕ್ಷಿಕೆ ನೀಡಿದರು. ಅಗ್ನಿಶಾಮಕ ಉಪಕರಣಗಳ ಬಳಕೆ ಕುರಿತು ಸಿಬ್ಬಂದಿಗೆ ತರಬೇತಿ ನೀಡಲಾಯಿತು. ಸಂಸ್ಥೆಯ ನಿರ್ದೇಶಕರು, ವೈದ್ಯಕೀಯ ಅಧೀಕ್ಷಕರು ಸೇರಿದಂತೆ ಹಲವು ಅಧಿಕಾರಿಗಳು ಉಪಸ್ಥಿತರಿದ್ದರು. ತುರ್ತು ಸಂದರ್ಭದಲ್ಲಿ ಸಮಯಪ್ರಜ್ಞೆಯಿಂದ ವರ್ತಿಸುವುದು ಅಗತ್ಯ ಎಂದು ಅಗ್ನಿಶಾಮಕ ಅಧಿಕಾರಿ ತಿಳಿಸಿದರು. bbox=[252, 627, 392, 762]
epaper-link[interactable]: https://epaper.suddimoola.in bbox=[152, 83, 282, 93]
article-body-cont: ಸರ್ಕಾರದ ಮಹತ್ವಾಕಾಂಕ್ಷಿ ಐದು ಗ್ಯಾರಂಟಿ ಯೋಜನೆಗಳ ಅನುಷ್ಠಾನ ಸಮಿತಿ ತಾಲೂಕು ಅಧ್ಯಕ್ಷರ ಅಧ್ಯಕ್ಷತೆಯಲ್ಲಿ ತಾಲೂಕು ಪಂಚಾಯಿತಿ ಸಭಾಂಗಣದಲ್ಲಿ ಪ್ರಗತಿ ಪರಿಶೀಲನಾ ಸಭೆ ನಡೆಯಿತು. ಗೃಹಲಕ್ಷ್ಮಿ, ಗೃಹಜ್ಯೋತಿ, ಅನ್ನಭಾಗ್ಯ, ಶಕ್ತಿ ಮತ್ತು ಯುವನಿಧಿ ಯೋಜನೆಗಳ ಪ್ರಗತಿ ಕುರಿತು ಅಧಿಕಾರಿಗಳಿಂದ ಮಾಹಿತಿ ಪಡೆಯಲಾಯಿತು. ಅರ್ಹ ಫಲಾನುಭವಿಗಳು ಯೋಜನೆಯಿಂದ ವಂಚಿತರಾಗದಂತೆ ಎಚ್ಚರ ವಹಿಸಬೇಕು ಎಂದು ಅಧ್ಯಕ್ಷರು bbox=[252, 1048, 542, 1089]
crop-mark bbox=[20, 1515, 34, 1529]
chevron-icon: › bbox=[146, 68, 153, 78]
byline: ● ಸುದ್ದಿಮೂಲ ವಾರ್ತೆ ಸಿರವಾರ, ಜೂ.10: bbox=[700, 850, 817, 860]
